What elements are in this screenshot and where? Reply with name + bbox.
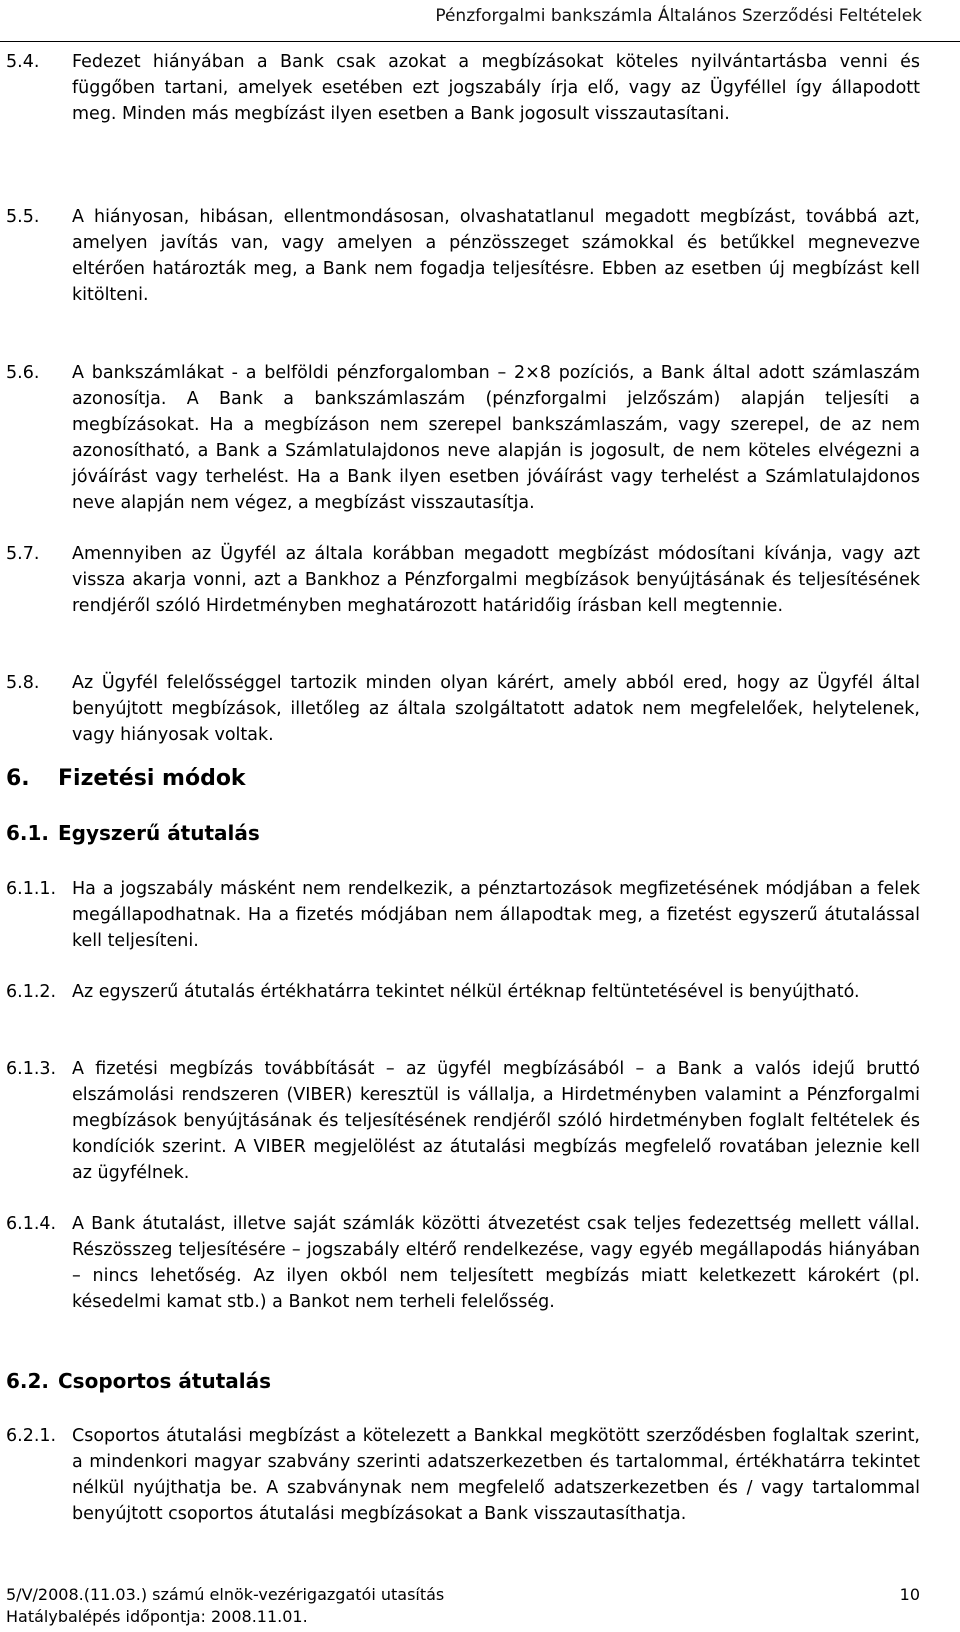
document-footer xyxy=(6,1584,920,1628)
section-number: 6.1.4. xyxy=(6,1214,57,1234)
document-header-title: Pénzforgalmi bankszámla Általános Szerződési Feltételek xyxy=(435,6,922,26)
section-number: 5.5. xyxy=(6,207,40,227)
footer-effective-date: Hatálybalépés időpontja: 2008.11.01. xyxy=(6,1607,308,1626)
heading-title: Fizetési módok xyxy=(58,766,246,791)
section-number: 6.1.3. xyxy=(6,1059,57,1079)
section-text: A bankszámlákat - a belföldi pénzforgalomban – 2×8 pozíciós, a Bank által adott számlaszám azonosítja. A Bank a bankszámlaszám (pénzforgalmi jelzőszám) alapján teljesíti a megbízásokat. Ha a megbízáson nem szerepel bankszámlaszám, vagy szerepel, de az nem azonosítható, a Bank a Számlatulajdonos neve alapján is jogosult, de nem köteles elvégezni a jóváírást vagy terhelést. Ha a Bank ilyen esetben jóváírást vagy terhelést a Számlatulajdonos neve alapján nem végez, a megbízást visszautasítja. xyxy=(72,363,920,513)
header-divider xyxy=(0,41,960,42)
section-text: A hiányosan, hibásan, ellentmondásosan, olvashatatlanul megadott megbízást, továbbá azt, amelyen javítás van, vagy amelyen a pénzösszeget számokkal és betűkkel megnevezve eltérően határozták meg, a Bank nem fogadja teljesítésre. Ebben az esetben új megbízást kell kitölteni. xyxy=(72,207,920,305)
heading-number: 6.1. xyxy=(6,821,50,845)
section-number: 6.1.2. xyxy=(6,982,57,1002)
page-number: 10 xyxy=(899,1585,920,1604)
section-number: 6.1.1. xyxy=(6,879,57,899)
section-number: 5.4. xyxy=(6,52,40,72)
section-text: Fedezet hiányában a Bank csak azokat a megbízásokat köteles nyilvántartásba venni és függőben tartani, amelyek esetében ezt jogszabály írja elő, vagy az Ügyféllel így állapodott meg. Minden más megbízást ilyen esetben a Bank jogosult visszautasítani. xyxy=(72,52,920,124)
heading-title: Egyszerű átutalás xyxy=(58,821,260,845)
section-text: Az Ügyfél felelősséggel tartozik minden olyan kárért, amely abból ered, hogy az Ügyfél által benyújtott megbízások, illetőleg az általa szolgáltatott adatok nem megfelelőek, helytelenek, vagy hiányosak voltak. xyxy=(72,673,920,745)
section-text: Csoportos átutalási megbízást a kötelezett a Bankkal megkötött szerződésben foglaltak szerint, a mindenkori magyar szabvány szerinti adatszerkezetben és tartalommal, értékhatárra tekintet nélkül nyújthatja be. A szabványnak nem megfelelő adatszerkezetben és / vagy tartalommal benyújtott csoportos átutalási megbízásokat a Bank visszautasíthatja. xyxy=(72,1426,920,1524)
section-text: A fizetési megbízás továbbítását – az ügyfél megbízásából – a Bank a valós idejű bruttó elszámolási rendszeren (VIBER) keresztül is vállalja, a Hirdetményben valamint a Pénzforgalmi megbízások benyújtásának és teljesítésének rendjéről szóló hirdetményben foglalt feltételek és kondíciók szerint. A VIBER megjelölést az átutalási megbízás megfelelő rovatában jeleznie kell az ügyfélnek. xyxy=(72,1059,920,1183)
heading-csoportos-atutalas xyxy=(6,1369,271,1393)
heading-title: Csoportos átutalás xyxy=(58,1369,272,1393)
section-number: 6.2.1. xyxy=(6,1426,57,1446)
section-number: 5.6. xyxy=(6,363,40,383)
section-number: 5.8. xyxy=(6,673,40,693)
section-number: 5.7. xyxy=(6,544,40,564)
section-text: Amennyiben az Ügyfél az általa korábban megadott megbízást módosítani kívánja, vagy azt vissza akarja vonni, azt a Bankhoz a Pénzforgalmi megbízások benyújtásának és teljesítésének rendjéről szóló Hirdetményben meghatározott határidőig írásban kell megtennie. xyxy=(72,544,920,616)
section-text: Ha a jogszabály másként nem rendelkezik, a pénztartozások megfizetésének módjában a felek megállapodhatnak. Ha a fizetés módjában nem állapodtak meg, a fizetést egyszerű átutalással kell teljesíteni. xyxy=(72,879,920,951)
heading-number: 6. xyxy=(6,766,30,791)
section-text: Az egyszerű átutalás értékhatárra tekintet nélkül értéknap feltüntetésével is benyújtható. xyxy=(72,982,860,1002)
footer-instruction-number: 5/V/2008.(11.03.) számú elnök-vezérigazgatói utasítás xyxy=(6,1585,445,1604)
section-text: A Bank átutalást, illetve saját számlák közötti átvezetést csak teljes fedezettség mellett vállal. Részösszeg teljesítésére – jogszabály eltérő rendelkezése, vagy egyéb megállapodás hiányában – nincs lehetőség. Az ilyen okból nem teljesített megbízás miatt keletkezett károkért (pl. késedelmi kamat stb.) a Bankot nem terheli felelősség. xyxy=(72,1214,920,1312)
heading-fizetesi-modok xyxy=(6,766,246,791)
heading-number: 6.2. xyxy=(6,1369,50,1393)
heading-egyszeru-atutalas xyxy=(6,821,260,845)
